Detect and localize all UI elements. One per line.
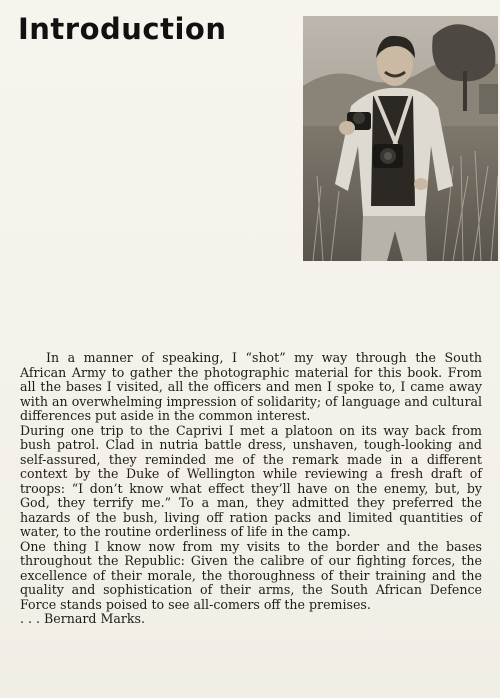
author-photo bbox=[303, 16, 498, 261]
paragraph-1: In a manner of speaking, I “shot” my way through the South African Army to gather the photographic material for this book. From all the bases I visited, all the officers and men I spoke to, I came away with an overwhelming impression of solidarity; of language and cultural differences put aside in the common interest. bbox=[20, 350, 482, 423]
photographer-image bbox=[303, 16, 498, 261]
page-title: Introduction bbox=[18, 12, 227, 46]
introduction-text bbox=[20, 351, 482, 627]
paragraph-2: During one trip to the Caprivi I met a platoon on its way back from bush patrol. Clad in nutria battle dress, unshaven, tough-looking and self-assured, they reminded me of the remark made in a different context by the Duke of Wellington while reviewing a fresh draft of troops: “I don’t know what effect they’ll have on the enemy, but, by God, they terrify me.” To a man, they admitted they preferred the hazards of the bush, living off ration packs and limited quantities of water, to the routine orderliness of life in the camp. bbox=[20, 422, 482, 539]
author-signature: . . . Bernard Marks. bbox=[20, 611, 145, 626]
paragraph-3: One thing I know now from my visits to the border and the bases throughout the Republic: Given the calibre of our fighting forces, the excellence of their morale, the thoroughness of their training and the quality and sophistication of their arms, the South African Defence Force stands poised to see all-comers off the premises. bbox=[20, 538, 482, 612]
